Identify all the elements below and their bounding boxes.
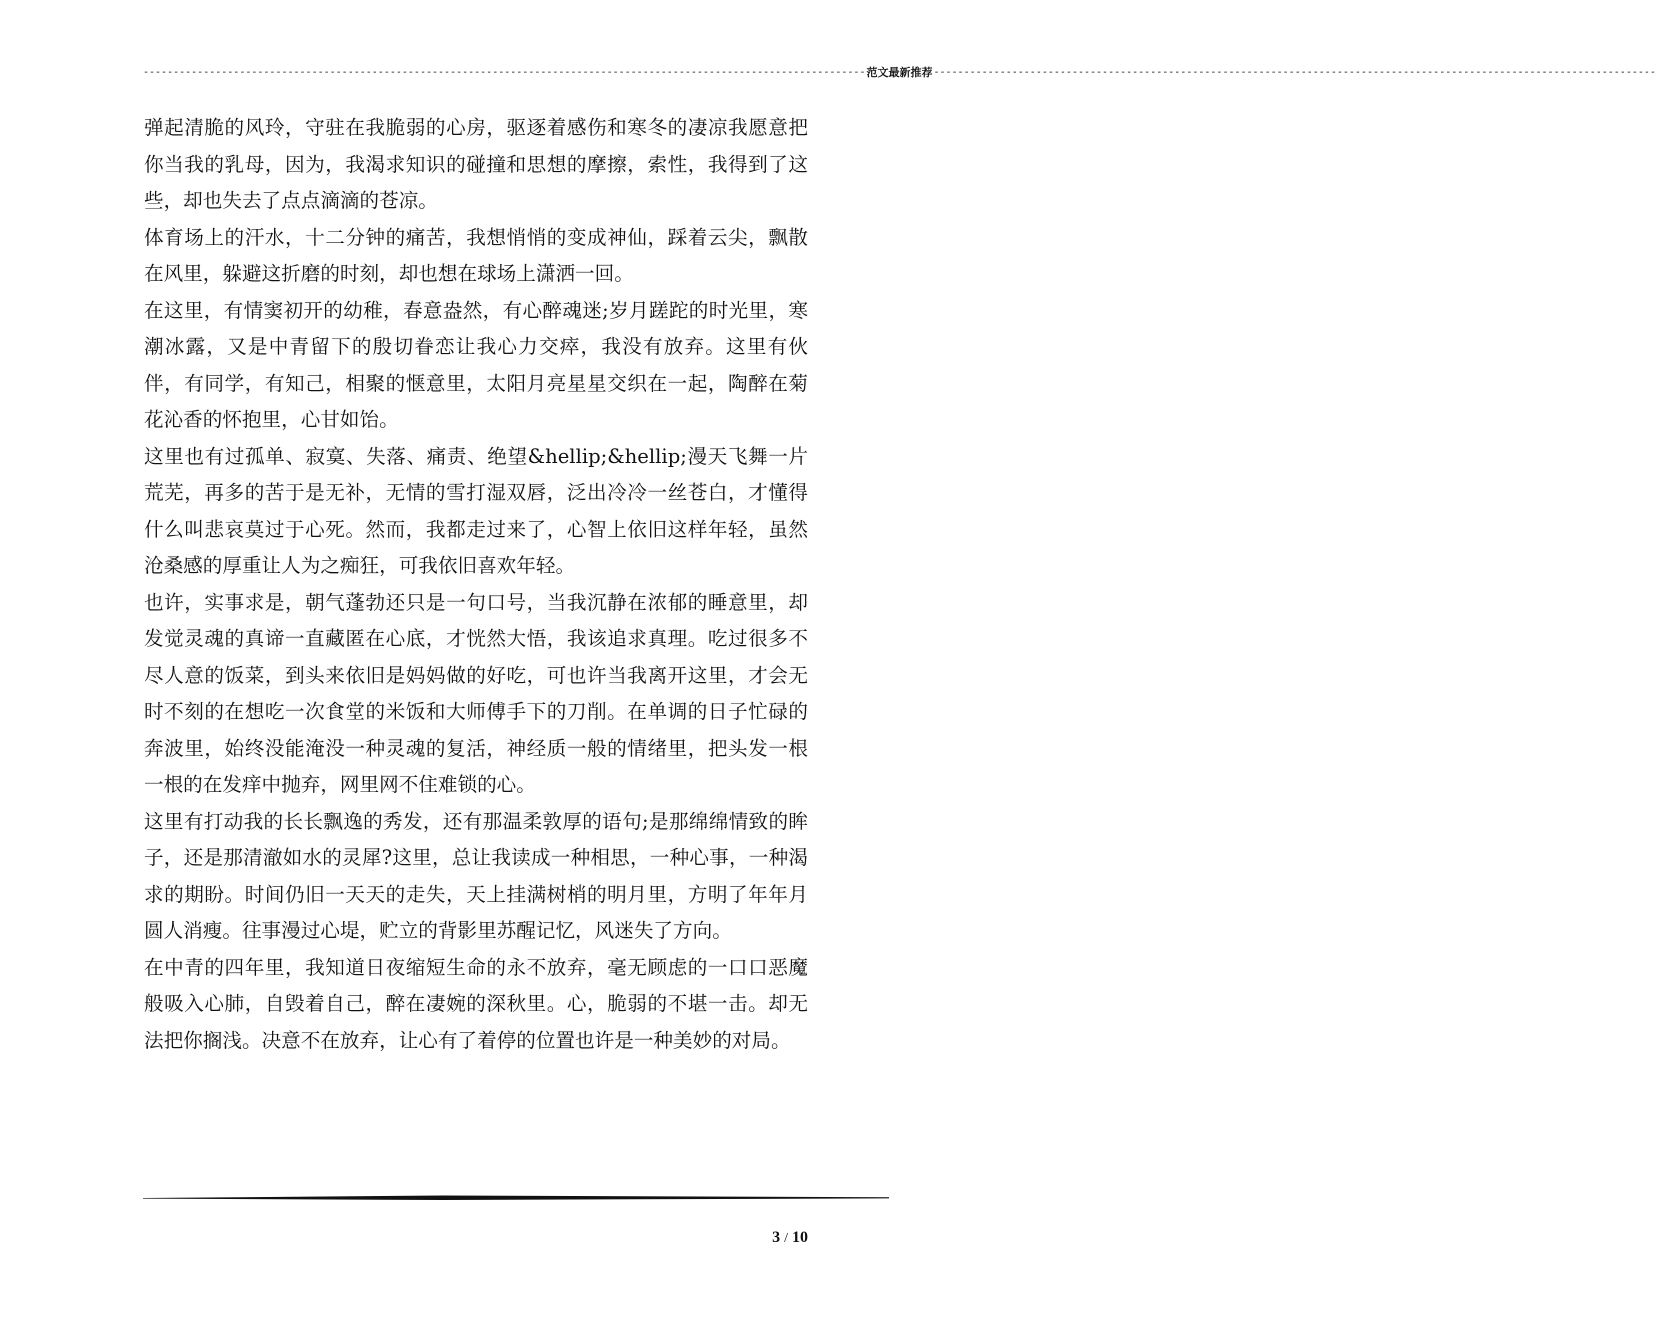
- header-rule-left: ------------------------------------------------------------------------------------------------------------------------: [143, 67, 866, 78]
- page-total: 10: [792, 1229, 808, 1246]
- paragraph: 这里也有过孤单、寂寞、失落、痛责、绝望&hellip;&hellip;漫天飞舞一片荒芜，再多的苦于是无补，无情的雪打湿双唇，泛出冷冷一丝苍白，才懂得什么叫悲哀莫过于心死。然而，我都走过来了，心智上依旧这样年轻，虽然沧桑感的厚重让人为之痴狂，可我依旧喜欢年轻。: [144, 444, 808, 577]
- header-title: 范文最新推荐: [866, 66, 933, 79]
- document-body: [144, 110, 808, 1059]
- paragraph: 在中青的四年里，我知道日夜缩短生命的永不放弃，毫无顾虑的一口口恶魔般吸入心肺，自毁着自己，醉在凄婉的深秋里。心，脆弱的不堪一击。却无法把你搁浅。决意不在放弃，让心有了着停的位置也许是一种美妙的对局。: [144, 955, 808, 1052]
- paragraph: 这里有打动我的长长飘逸的秀发，还有那温柔敦厚的语句;是那绵绵情致的眸子，还是那清澈如水的灵犀?这里，总让我读成一种相思，一种心事，一种渴求的期盼。时间仍旧一天天的走失，天上挂满树梢的明月里，方明了年年月圆人消瘦。往事漫过心堤，贮立的背影里苏醒记忆，风迷失了方向。: [144, 809, 808, 942]
- footer-divider: [143, 1195, 889, 1200]
- paragraph: 在这里，有情窦初开的幼稚，春意盎然，有心醉魂迷;岁月蹉跎的时光里，寒潮冰露，又是中青留下的殷切眷恋让我心力交瘁，我没有放弃。这里有伙伴，有同学，有知己，相聚的惬意里，太阳月亮星星交织在一起，陶醉在菊花沁香的怀抱里，心甘如饴。: [144, 298, 808, 431]
- header-rule-right: ------------------------------------------------------------------------------------------------------------------------: [933, 67, 1656, 78]
- page-current: 3: [772, 1229, 781, 1246]
- paragraph: 体育场上的汗水，十二分钟的痛苦，我想悄悄的变成神仙，踩着云尖，飘散在风里，躲避这折磨的时刻，却也想在球场上潇洒一回。: [144, 225, 808, 285]
- paragraph: 弹起清脆的风玲，守驻在我脆弱的心房，驱逐着感伤和寒冬的凄凉我愿意把你当我的乳母，因为，我渴求知识的碰撞和思想的摩擦，索性，我得到了这些，却也失去了点点滴滴的苍凉。: [144, 116, 808, 212]
- page-number: [740, 1228, 808, 1249]
- paragraph: 也许，实事求是，朝气蓬勃还只是一句口号，当我沉静在浓郁的睡意里，却发觉灵魂的真谛一直藏匿在心底，才恍然大悟，我该追求真理。吃过很多不尽人意的饭菜，到头来依旧是妈妈做的好吃，可也许当我离开这里，才会无时不刻的在想吃一次食堂的米饭和大师傅手下的刀削。在单调的日子忙碌的奔波里，始终没能淹没一种灵魂的复活，神经质一般的情绪里，把头发一根一根的在发痒中抛弃，网里网不住难锁的心。: [144, 590, 808, 796]
- page-separator: /: [784, 1231, 788, 1246]
- page-header: [143, 66, 1656, 80]
